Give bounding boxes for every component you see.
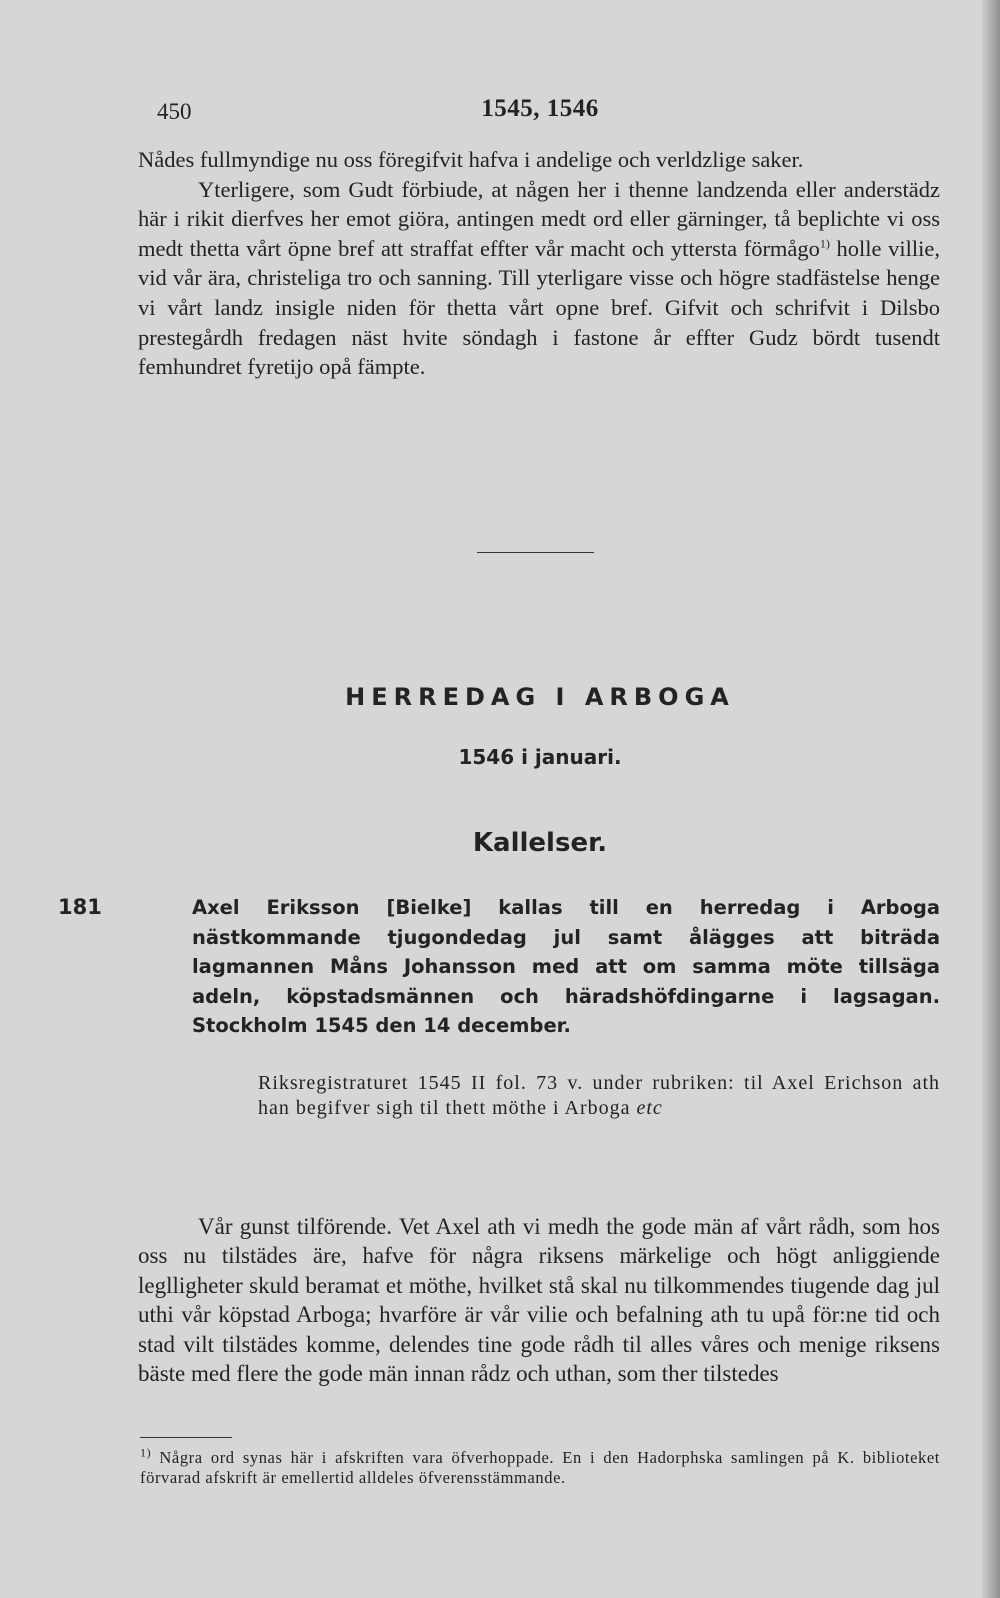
footnote — [140, 1445, 940, 1488]
source-note — [258, 1071, 940, 1121]
page-number: 450 — [157, 99, 192, 124]
footnote-text: Några ord synas här i afskriften vara öfverhoppade. En i den Hadorphska samlingen på K. biblioteket förvarad afskrift är emellertid alldeles öfverensstämmande. — [140, 1448, 940, 1487]
paragraph-text: Yterligere, som Gudt förbiude, at någen her i thenne landzenda eller anderstädz här i rikit dierfves her emot giöra, antingen medt ord eller gärninger, tå beplichte vi oss medt thetta vårt öpne bref att straffat effter vår macht och yttersta förmågo — [138, 176, 940, 261]
section-title: HERREDAG I ARBOGA — [345, 683, 735, 711]
paragraph: Nådes fullmyndige nu oss föregifvit hafva i andelige och verldzlige saker. — [138, 147, 804, 172]
previous-document-text — [138, 145, 940, 382]
section-date: 1546 i januari. — [458, 745, 622, 769]
paragraph-text: holle villie, vid vår ära, christeliga tro och sanning. Till yterligare visse och högre stadfästelse henge vi vårt landz insigle niden för thetta vårt opne bref. Gifvit och schrifvit i Dilsbo prestegårdh fredagen näst hvite söndagh i fastone år effter Gudz bördt tusendt femhundret fyretijo opå fämpte. — [138, 235, 940, 380]
letter-text — [138, 1189, 940, 1411]
source-text: Riksregistraturet 1545 II fol. 73 v. under rubriken: til Axel Erichson ath han begifver sigh til thett möthe i Arboga — [258, 1072, 940, 1119]
book-spine-shadow — [982, 0, 1000, 1598]
footnote-reference: 1) — [819, 236, 830, 251]
paragraph — [138, 175, 940, 382]
footnote-divider — [140, 1437, 232, 1438]
paragraph: Vår gunst tilförende. Vet Axel ath vi medh the gode män af vårt rådh, som hos oss nu tilstädes äre, hafve för några riksens märkelige och högt anliggiende leglligheter skuld beramat et möthe, hvilket stå skal nu tilkommendes tiugende dag jul uthi vår köpstad Arboga; hvarföre är vår vilie och befalning ath tu upå för:ne tid och stad vilt tilstädes komme, delendes tine gode rådh til alles våres och menige riksens bäste med flere the gode män innan rådz och uthan, som ther tilstedes — [138, 1214, 940, 1387]
section-divider — [477, 552, 594, 553]
running-head: 1545, 1546 — [481, 95, 599, 122]
source-etc: etc — [636, 1097, 663, 1119]
document-number: 181 — [58, 895, 102, 919]
subsection-title: Kallelser. — [472, 828, 608, 858]
footnote-marker: 1) — [140, 1445, 152, 1460]
document-regest: Axel Eriksson [Bielke] kallas till en herredag i Arboga nästkommande tjugondedag jul samt ålägges att biträda lagmannen Måns Johansson med att om samma möte tillsäga adeln, köpstadsmännen och häradshöfdingarne i lagsagan. Stockholm 1545 den 14 december. — [192, 896, 940, 1038]
